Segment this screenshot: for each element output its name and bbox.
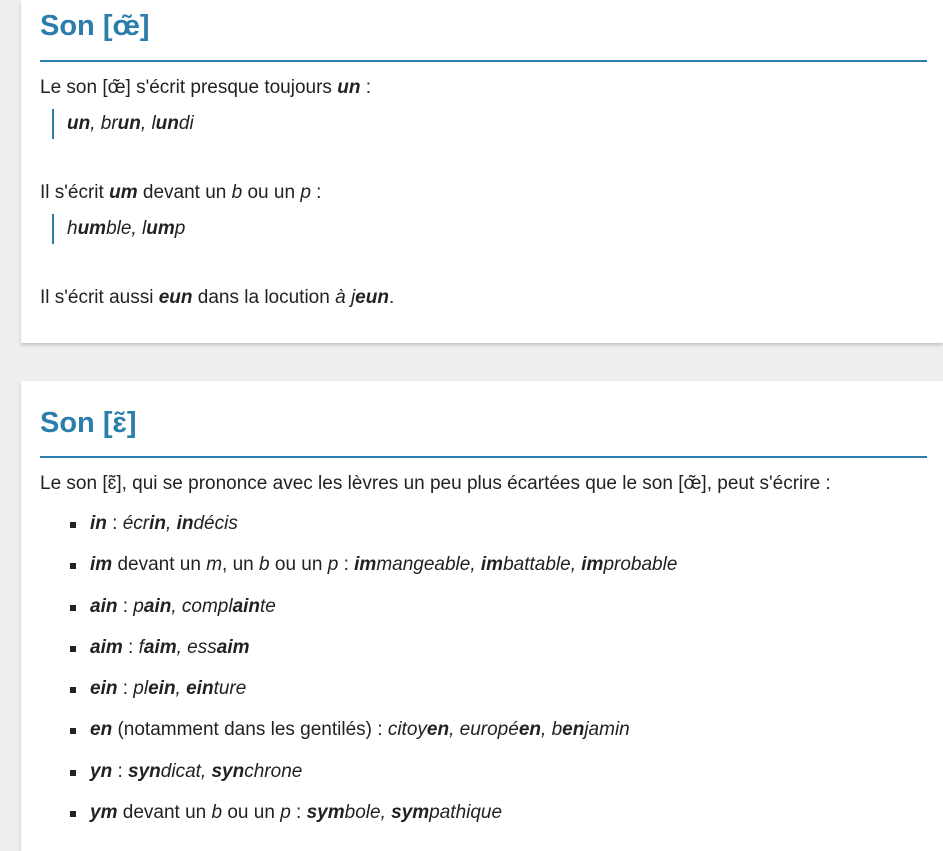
text-emphasis: aim — [143, 636, 177, 658]
text-emphasis: aim — [90, 636, 123, 658]
text-emphasis: ain — [232, 595, 261, 617]
text-emphasis: mangeable, — [376, 554, 481, 576]
text-emphasis: in — [90, 513, 107, 534]
text-emphasis: décis — [193, 513, 238, 534]
text-emphasis: yn — [90, 760, 113, 782]
text: (notamment dans les gentilés) : — [112, 719, 388, 741]
text-emphasis: en — [426, 719, 450, 741]
text-emphasis: , ess — [176, 636, 217, 658]
rule-text — [40, 76, 927, 100]
text-emphasis: ym — [90, 802, 118, 824]
text-emphasis: , — [166, 513, 177, 534]
text-emphasis: p — [327, 554, 339, 576]
text-emphasis: te — [260, 595, 276, 617]
text: Il s'écrit — [40, 182, 110, 203]
text-emphasis: ain — [143, 595, 172, 617]
list-item — [40, 801, 927, 842]
text: ou un — [269, 554, 328, 576]
text-emphasis: , — [175, 678, 187, 700]
section-card-oe — [21, 0, 943, 343]
example-bold: um — [77, 218, 107, 239]
text-emphasis: bole, — [344, 802, 392, 824]
text-emphasis: p — [133, 595, 144, 617]
text-emphasis: battable, — [503, 554, 582, 576]
text-emphasis: chrone — [244, 760, 303, 782]
example-text: h — [67, 218, 78, 239]
text: : — [117, 678, 134, 700]
text-emphasis: , compl — [171, 595, 233, 617]
example-text: p — [174, 218, 186, 239]
list-item — [40, 636, 927, 677]
text-emphasis: im — [90, 554, 113, 576]
list-item — [40, 760, 927, 801]
list-item — [40, 512, 927, 553]
intro-text: Le son [ɛ̃], qui se prononce avec les lèvres un peu plus écartées que le son [œ̃], peut s'écrire : — [40, 473, 831, 494]
section-title: Son [œ̃] — [40, 10, 150, 42]
text-emphasis: f — [138, 636, 144, 658]
text: dans la locution — [192, 287, 336, 308]
example-text: , l — [140, 113, 156, 134]
text-emphasis: , b — [541, 719, 563, 741]
text-emphasis: probable — [603, 554, 678, 576]
text-emphasis: sym — [391, 802, 430, 824]
example-quote — [52, 214, 927, 244]
list-item — [40, 553, 927, 594]
example-text: , br — [90, 113, 118, 134]
text-emphasis: aim — [216, 636, 250, 658]
text: Le son [œ̃] s'écrit presque toujours — [40, 77, 338, 98]
text-emphasis: syn — [211, 760, 245, 782]
section-card-ein — [21, 381, 943, 851]
list-item — [40, 677, 927, 718]
text-italic: b — [231, 182, 243, 203]
text-italic: à j — [335, 287, 356, 308]
text-emphasis: m — [206, 554, 223, 576]
text: devant un — [117, 802, 212, 824]
rule-text — [40, 286, 927, 310]
list-item — [40, 718, 927, 759]
text: . — [388, 287, 395, 308]
text-emphasis: pl — [133, 678, 149, 700]
text-emphasis: syn — [128, 760, 161, 782]
title-divider — [40, 60, 927, 62]
example-bold: un — [155, 113, 179, 134]
text: : — [112, 760, 129, 782]
rule-text — [40, 181, 927, 205]
text: , un — [222, 554, 260, 576]
title-divider — [40, 456, 927, 458]
example-bold: um — [146, 218, 175, 239]
list-item — [40, 595, 927, 636]
text: devant un — [137, 182, 232, 203]
text-emphasis: p — [280, 802, 291, 824]
text-emphasis: ein — [186, 678, 214, 700]
text-emphasis: en — [562, 719, 585, 741]
text-bold: eun — [158, 287, 193, 308]
text-bold: eun — [355, 287, 389, 308]
text-italic: p — [300, 182, 311, 203]
example-bold: un — [67, 113, 91, 134]
text: : — [338, 554, 355, 576]
spelling-list — [40, 512, 927, 842]
text-emphasis: en — [90, 719, 113, 741]
text-emphasis: b — [259, 554, 270, 576]
text-emphasis: écr — [122, 513, 150, 534]
text-emphasis: citoy — [387, 719, 427, 741]
text: : — [360, 77, 371, 98]
text-emphasis: sym — [306, 802, 345, 824]
text-emphasis: im — [480, 554, 504, 576]
text: Il s'écrit aussi — [40, 287, 159, 308]
example-text: ble, l — [106, 218, 147, 239]
text-emphasis: pathique — [429, 802, 503, 824]
example-text: di — [178, 113, 194, 134]
text-emphasis: ain — [90, 595, 118, 617]
text: ou un — [242, 182, 301, 203]
text-emphasis: in — [149, 513, 167, 534]
text-emphasis: b — [211, 802, 223, 824]
example-bold: un — [117, 113, 141, 134]
text: : — [117, 595, 134, 617]
text-emphasis: ein — [90, 678, 118, 700]
text-emphasis: jamin — [584, 719, 630, 741]
text-emphasis: ein — [148, 678, 176, 700]
text: ou un — [222, 802, 281, 824]
text-emphasis: im — [581, 554, 604, 576]
text-emphasis: im — [354, 554, 377, 576]
text-bold: um — [109, 182, 138, 203]
text-emphasis: ture — [213, 678, 247, 700]
text: devant un — [112, 554, 207, 576]
text: : — [310, 182, 322, 203]
text: : — [106, 513, 123, 534]
text-bold: un — [337, 77, 361, 98]
section-title: Son [ɛ̃] — [40, 407, 137, 439]
text-emphasis: , europé — [449, 719, 519, 741]
text-emphasis: en — [518, 719, 542, 741]
text: : — [122, 636, 139, 658]
text: : — [290, 802, 307, 824]
text-emphasis: in — [176, 513, 194, 534]
text-emphasis: dicat, — [160, 760, 212, 782]
example-quote — [52, 109, 927, 139]
